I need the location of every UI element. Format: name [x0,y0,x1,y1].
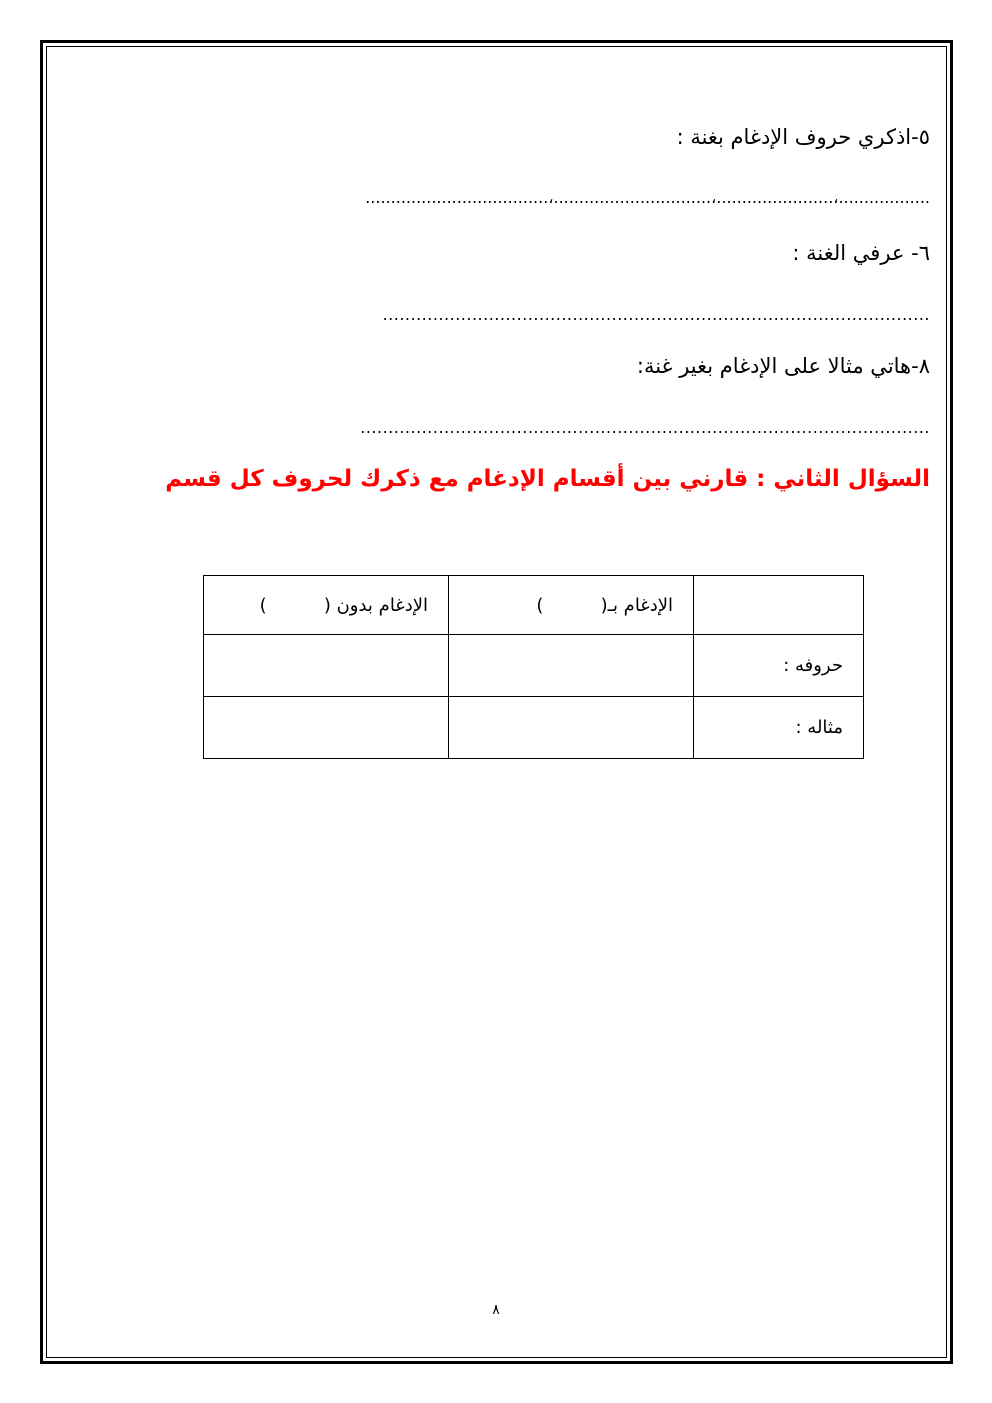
comparison-table [203,575,864,759]
table-header-row [204,576,864,635]
table-header-with-ghunnah[interactable]: الإدغام بـ( ) [449,576,694,635]
table-header-without-ghunnah[interactable]: الإدغام بدون ( ) [204,576,449,635]
question-6-prompt: ٦- عرفي الغنة : [792,241,930,265]
table-cell-example-without[interactable] [204,697,449,759]
table-cell-example-with[interactable] [449,697,694,759]
table-row [204,635,864,697]
table-cell-letters-with[interactable] [449,635,694,697]
question-6-answer-line[interactable]: .................................................................................................. [382,305,930,324]
table-row-label-letters: حروفه : [694,635,864,697]
question-5-prompt: ٥-اذكري حروف الإدغام بغنة : [676,125,930,149]
page-number: ٨ [492,1302,500,1318]
table-cell-letters-without[interactable] [204,635,449,697]
table-row-label-example: مثاله : [694,697,864,759]
question-8-prompt: ٨-هاتي مثالا على الإدغام بغير غنة: [636,354,930,378]
table-header-blank-cell [694,576,864,635]
section-two-title: السؤال الثاني : قارني بين أقسام الإدغام مع ذكرك لحروف كل قسم [165,466,930,492]
table-row [204,697,864,759]
question-5-answer-line[interactable]: ..................،.......................،...............................،.................................... [365,188,930,207]
question-8-answer-line[interactable]: ...................................................................................................... [360,418,930,437]
